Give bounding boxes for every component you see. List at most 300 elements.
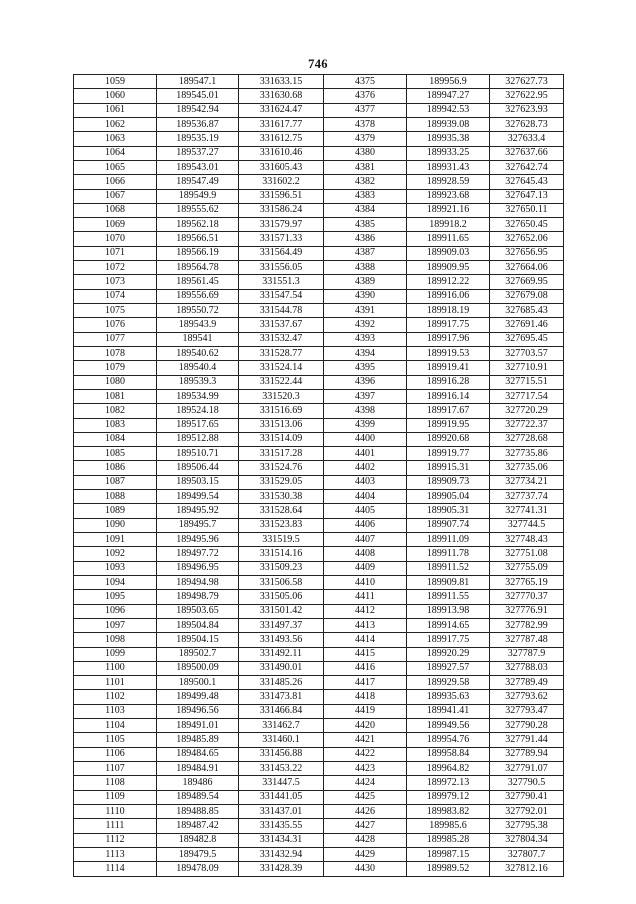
table-cell-point-number-left: 1063 <box>74 132 157 146</box>
table-cell-y-coordinate-left: 331519.5 <box>239 533 324 547</box>
table-row <box>74 447 564 461</box>
table-cell-x-coordinate-right: 189928.59 <box>407 175 490 189</box>
table-cell-x-coordinate-right: 189919.77 <box>407 447 490 461</box>
table-cell-x-coordinate-right: 189911.55 <box>407 590 490 604</box>
table-cell-x-coordinate-right: 189935.38 <box>407 132 490 146</box>
table-cell-x-coordinate-left: 189496.56 <box>157 704 239 718</box>
table-cell-point-number-right: 4423 <box>324 762 407 776</box>
table-row <box>74 804 564 818</box>
table-cell-point-number-left: 1071 <box>74 246 157 260</box>
table-cell-y-coordinate-right: 327751.08 <box>490 547 564 561</box>
table-cell-x-coordinate-left: 189510.71 <box>157 447 239 461</box>
table-cell-y-coordinate-left: 331490.01 <box>239 661 324 675</box>
table-cell-x-coordinate-left: 189503.15 <box>157 475 239 489</box>
table-cell-y-coordinate-right: 327804.34 <box>490 833 564 847</box>
table-row <box>74 833 564 847</box>
table-cell-y-coordinate-left: 331547.54 <box>239 289 324 303</box>
table-cell-x-coordinate-left: 189494.98 <box>157 575 239 589</box>
table-cell-y-coordinate-left: 331586.24 <box>239 203 324 217</box>
table-cell-y-coordinate-left: 331579.97 <box>239 218 324 232</box>
table-cell-point-number-right: 4383 <box>324 189 407 203</box>
table-cell-y-coordinate-right: 327647.13 <box>490 189 564 203</box>
table-cell-x-coordinate-right: 189956.9 <box>407 75 490 89</box>
table-cell-point-number-left: 1107 <box>74 762 157 776</box>
table-cell-x-coordinate-right: 189919.53 <box>407 346 490 360</box>
table-row <box>74 346 564 360</box>
table-cell-point-number-left: 1066 <box>74 175 157 189</box>
table-cell-point-number-right: 4415 <box>324 647 407 661</box>
table-cell-y-coordinate-left: 331522.44 <box>239 375 324 389</box>
table-cell-y-coordinate-left: 331537.67 <box>239 318 324 332</box>
table-cell-y-coordinate-left: 331617.77 <box>239 117 324 131</box>
table-row <box>74 518 564 532</box>
table-cell-point-number-right: 4389 <box>324 275 407 289</box>
table-cell-x-coordinate-right: 189917.75 <box>407 318 490 332</box>
table-cell-point-number-left: 1090 <box>74 518 157 532</box>
table-cell-point-number-right: 4391 <box>324 304 407 318</box>
table-cell-y-coordinate-right: 327695.45 <box>490 332 564 346</box>
table-cell-y-coordinate-left: 331556.05 <box>239 261 324 275</box>
table-cell-point-number-left: 1079 <box>74 361 157 375</box>
table-cell-y-coordinate-left: 331501.42 <box>239 604 324 618</box>
table-row <box>74 404 564 418</box>
table-cell-point-number-right: 4398 <box>324 404 407 418</box>
table-row <box>74 432 564 446</box>
table-cell-y-coordinate-right: 327741.31 <box>490 504 564 518</box>
table-cell-point-number-left: 1072 <box>74 261 157 275</box>
table-cell-y-coordinate-right: 327782.99 <box>490 618 564 632</box>
table-cell-x-coordinate-right: 189916.28 <box>407 375 490 389</box>
table-cell-y-coordinate-left: 331514.16 <box>239 547 324 561</box>
table-row <box>74 275 564 289</box>
table-cell-y-coordinate-right: 327776.91 <box>490 604 564 618</box>
table-cell-x-coordinate-left: 189543.01 <box>157 160 239 174</box>
table-cell-y-coordinate-left: 331514.09 <box>239 432 324 446</box>
table-cell-y-coordinate-right: 327765.19 <box>490 575 564 589</box>
table-cell-x-coordinate-left: 189539.3 <box>157 375 239 389</box>
table-cell-point-number-left: 1110 <box>74 804 157 818</box>
table-cell-x-coordinate-left: 189564.78 <box>157 261 239 275</box>
table-cell-point-number-right: 4420 <box>324 719 407 733</box>
table-cell-x-coordinate-right: 189931.43 <box>407 160 490 174</box>
table-cell-x-coordinate-right: 189989.52 <box>407 862 490 876</box>
table-cell-point-number-right: 4429 <box>324 847 407 861</box>
table-cell-y-coordinate-right: 327645.43 <box>490 175 564 189</box>
table-cell-y-coordinate-left: 331462.7 <box>239 719 324 733</box>
table-cell-x-coordinate-right: 189921.16 <box>407 203 490 217</box>
table-cell-x-coordinate-right: 189979.12 <box>407 790 490 804</box>
table-row <box>74 289 564 303</box>
table-cell-y-coordinate-right: 327642.74 <box>490 160 564 174</box>
table-cell-point-number-right: 4382 <box>324 175 407 189</box>
table-row <box>74 819 564 833</box>
table-cell-y-coordinate-right: 327735.86 <box>490 447 564 461</box>
table-cell-x-coordinate-left: 189500.1 <box>157 676 239 690</box>
table-cell-point-number-right: 4399 <box>324 418 407 432</box>
table-row <box>74 361 564 375</box>
table-cell-x-coordinate-right: 189954.76 <box>407 733 490 747</box>
table-cell-point-number-left: 1086 <box>74 461 157 475</box>
table-cell-x-coordinate-left: 189547.49 <box>157 175 239 189</box>
table-cell-y-coordinate-right: 327710.91 <box>490 361 564 375</box>
table-cell-point-number-left: 1114 <box>74 862 157 876</box>
table-cell-x-coordinate-right: 189941.41 <box>407 704 490 718</box>
table-cell-point-number-right: 4375 <box>324 75 407 89</box>
table-body <box>74 75 564 877</box>
table-cell-x-coordinate-left: 189562.18 <box>157 218 239 232</box>
table-cell-x-coordinate-right: 189915.31 <box>407 461 490 475</box>
table-row <box>74 375 564 389</box>
table-row <box>74 790 564 804</box>
table-cell-y-coordinate-left: 331497.37 <box>239 618 324 632</box>
table-cell-y-coordinate-right: 327789.49 <box>490 676 564 690</box>
table-cell-point-number-right: 4400 <box>324 432 407 446</box>
table-cell-x-coordinate-right: 189917.96 <box>407 332 490 346</box>
table-cell-y-coordinate-left: 331524.76 <box>239 461 324 475</box>
table-cell-y-coordinate-left: 331453.22 <box>239 762 324 776</box>
table-cell-x-coordinate-left: 189495.92 <box>157 504 239 518</box>
table-cell-x-coordinate-left: 189543.9 <box>157 318 239 332</box>
table-cell-x-coordinate-left: 189482.8 <box>157 833 239 847</box>
table-cell-point-number-left: 1097 <box>74 618 157 632</box>
table-cell-y-coordinate-left: 331523.83 <box>239 518 324 532</box>
table-row <box>74 332 564 346</box>
table-cell-y-coordinate-right: 327791.44 <box>490 733 564 747</box>
table-cell-x-coordinate-right: 189918.19 <box>407 304 490 318</box>
table-cell-y-coordinate-left: 331528.64 <box>239 504 324 518</box>
table-cell-y-coordinate-left: 331571.33 <box>239 232 324 246</box>
table-cell-point-number-left: 1075 <box>74 304 157 318</box>
table-cell-x-coordinate-right: 189947.27 <box>407 89 490 103</box>
table-cell-y-coordinate-right: 327789.94 <box>490 747 564 761</box>
table-row <box>74 633 564 647</box>
table-cell-point-number-right: 4396 <box>324 375 407 389</box>
table-row <box>74 647 564 661</box>
table-cell-y-coordinate-left: 331612.75 <box>239 132 324 146</box>
table-cell-x-coordinate-right: 189949.56 <box>407 719 490 733</box>
table-cell-x-coordinate-right: 189972.13 <box>407 776 490 790</box>
table-cell-y-coordinate-left: 331516.69 <box>239 404 324 418</box>
table-cell-point-number-left: 1106 <box>74 747 157 761</box>
table-cell-point-number-right: 4425 <box>324 790 407 804</box>
table-cell-point-number-right: 4376 <box>324 89 407 103</box>
table-cell-y-coordinate-left: 331513.06 <box>239 418 324 432</box>
table-cell-y-coordinate-left: 331624.47 <box>239 103 324 117</box>
table-cell-y-coordinate-right: 327717.54 <box>490 389 564 403</box>
table-cell-x-coordinate-left: 189534.99 <box>157 389 239 403</box>
table-cell-point-number-left: 1085 <box>74 447 157 461</box>
table-cell-y-coordinate-left: 331524.14 <box>239 361 324 375</box>
table-cell-x-coordinate-left: 189484.65 <box>157 747 239 761</box>
table-cell-point-number-right: 4395 <box>324 361 407 375</box>
table-cell-x-coordinate-right: 189987.15 <box>407 847 490 861</box>
table-row <box>74 704 564 718</box>
table-row <box>74 117 564 131</box>
table-cell-y-coordinate-left: 331432.94 <box>239 847 324 861</box>
table-cell-point-number-left: 1092 <box>74 547 157 561</box>
table-cell-x-coordinate-right: 189911.52 <box>407 561 490 575</box>
table-cell-point-number-left: 1077 <box>74 332 157 346</box>
table-cell-x-coordinate-left: 189512.88 <box>157 432 239 446</box>
table-cell-point-number-right: 4409 <box>324 561 407 575</box>
table-cell-x-coordinate-left: 189561.45 <box>157 275 239 289</box>
table-cell-x-coordinate-right: 189909.03 <box>407 246 490 260</box>
table-cell-point-number-left: 1091 <box>74 533 157 547</box>
table-cell-x-coordinate-right: 189905.04 <box>407 490 490 504</box>
table-cell-y-coordinate-left: 331602.2 <box>239 175 324 189</box>
table-row <box>74 776 564 790</box>
table-cell-point-number-right: 4401 <box>324 447 407 461</box>
table-row <box>74 561 564 575</box>
table-cell-point-number-left: 1109 <box>74 790 157 804</box>
page-number: 746 <box>308 57 328 71</box>
table-row <box>74 590 564 604</box>
table-row <box>74 103 564 117</box>
table-row <box>74 160 564 174</box>
table-cell-point-number-left: 1081 <box>74 389 157 403</box>
table-cell-x-coordinate-right: 189919.95 <box>407 418 490 432</box>
table-row <box>74 218 564 232</box>
table-cell-x-coordinate-left: 189479.5 <box>157 847 239 861</box>
table-cell-y-coordinate-left: 331506.58 <box>239 575 324 589</box>
table-cell-x-coordinate-right: 189911.09 <box>407 533 490 547</box>
table-cell-point-number-left: 1076 <box>74 318 157 332</box>
table-cell-point-number-right: 4424 <box>324 776 407 790</box>
table-cell-point-number-left: 1096 <box>74 604 157 618</box>
table-cell-y-coordinate-left: 331633.15 <box>239 75 324 89</box>
table-cell-point-number-left: 1059 <box>74 75 157 89</box>
table-cell-y-coordinate-right: 327637.66 <box>490 146 564 160</box>
table-cell-y-coordinate-left: 331610.46 <box>239 146 324 160</box>
table-cell-y-coordinate-right: 327792.01 <box>490 804 564 818</box>
table-cell-y-coordinate-right: 327793.62 <box>490 690 564 704</box>
table-cell-point-number-right: 4403 <box>324 475 407 489</box>
table-row <box>74 690 564 704</box>
table-cell-x-coordinate-left: 189499.48 <box>157 690 239 704</box>
table-cell-x-coordinate-left: 189500.09 <box>157 661 239 675</box>
table-cell-point-number-left: 1061 <box>74 103 157 117</box>
table-cell-x-coordinate-right: 189964.82 <box>407 762 490 776</box>
table-cell-x-coordinate-right: 189920.29 <box>407 647 490 661</box>
table-cell-y-coordinate-left: 331509.23 <box>239 561 324 575</box>
table-cell-point-number-left: 1084 <box>74 432 157 446</box>
table-cell-point-number-right: 4397 <box>324 389 407 403</box>
table-cell-point-number-left: 1101 <box>74 676 157 690</box>
table-cell-y-coordinate-left: 331544.78 <box>239 304 324 318</box>
table-cell-point-number-left: 1111 <box>74 819 157 833</box>
table-cell-point-number-left: 1078 <box>74 346 157 360</box>
table-cell-x-coordinate-left: 189497.72 <box>157 547 239 561</box>
table-cell-y-coordinate-right: 327791.07 <box>490 762 564 776</box>
table-row <box>74 862 564 876</box>
table-cell-point-number-right: 4428 <box>324 833 407 847</box>
table-cell-y-coordinate-right: 327787.48 <box>490 633 564 647</box>
table-row <box>74 146 564 160</box>
table-cell-y-coordinate-right: 327656.95 <box>490 246 564 260</box>
table-cell-x-coordinate-left: 189540.4 <box>157 361 239 375</box>
table-cell-point-number-right: 4380 <box>324 146 407 160</box>
table-cell-point-number-left: 1060 <box>74 89 157 103</box>
table-cell-point-number-right: 4413 <box>324 618 407 632</box>
table-row <box>74 246 564 260</box>
table-row <box>74 504 564 518</box>
table-cell-x-coordinate-right: 189919.41 <box>407 361 490 375</box>
table-cell-y-coordinate-left: 331530.38 <box>239 490 324 504</box>
table-cell-y-coordinate-left: 331528.77 <box>239 346 324 360</box>
table-cell-point-number-left: 1069 <box>74 218 157 232</box>
table-cell-point-number-left: 1070 <box>74 232 157 246</box>
table-cell-x-coordinate-left: 189488.85 <box>157 804 239 818</box>
table-cell-point-number-left: 1065 <box>74 160 157 174</box>
table-cell-x-coordinate-right: 189958.84 <box>407 747 490 761</box>
table-cell-x-coordinate-right: 189983.82 <box>407 804 490 818</box>
table-cell-y-coordinate-left: 331564.49 <box>239 246 324 260</box>
table-cell-point-number-left: 1113 <box>74 847 157 861</box>
table-cell-y-coordinate-right: 327788.03 <box>490 661 564 675</box>
table-cell-y-coordinate-left: 331485.26 <box>239 676 324 690</box>
table-cell-x-coordinate-right: 189916.14 <box>407 389 490 403</box>
table-cell-x-coordinate-left: 189537.27 <box>157 146 239 160</box>
table-cell-y-coordinate-right: 327628.73 <box>490 117 564 131</box>
table-cell-x-coordinate-right: 189917.75 <box>407 633 490 647</box>
table-cell-x-coordinate-left: 189566.51 <box>157 232 239 246</box>
table-cell-point-number-left: 1088 <box>74 490 157 504</box>
table-cell-x-coordinate-left: 189495.7 <box>157 518 239 532</box>
table-cell-x-coordinate-right: 189923.68 <box>407 189 490 203</box>
table-cell-point-number-right: 4411 <box>324 590 407 604</box>
table-cell-x-coordinate-left: 189486 <box>157 776 239 790</box>
table-cell-y-coordinate-right: 327735.06 <box>490 461 564 475</box>
table-cell-point-number-right: 4378 <box>324 117 407 131</box>
table-cell-x-coordinate-right: 189914.65 <box>407 618 490 632</box>
table-cell-x-coordinate-left: 189545.01 <box>157 89 239 103</box>
table-cell-y-coordinate-left: 331428.39 <box>239 862 324 876</box>
table-row <box>74 719 564 733</box>
table-cell-y-coordinate-right: 327720.29 <box>490 404 564 418</box>
table-cell-point-number-right: 4384 <box>324 203 407 217</box>
table-cell-x-coordinate-left: 189504.15 <box>157 633 239 647</box>
table-cell-y-coordinate-left: 331532.47 <box>239 332 324 346</box>
table-cell-point-number-left: 1082 <box>74 404 157 418</box>
table-cell-point-number-right: 4430 <box>324 862 407 876</box>
table-cell-x-coordinate-left: 189487.42 <box>157 819 239 833</box>
table-cell-x-coordinate-right: 189927.57 <box>407 661 490 675</box>
table-cell-x-coordinate-right: 189911.65 <box>407 232 490 246</box>
table-cell-x-coordinate-left: 189549.9 <box>157 189 239 203</box>
table-cell-y-coordinate-right: 327652.06 <box>490 232 564 246</box>
table-cell-y-coordinate-right: 327744.5 <box>490 518 564 532</box>
table-cell-y-coordinate-left: 331551.3 <box>239 275 324 289</box>
table-cell-x-coordinate-right: 189911.78 <box>407 547 490 561</box>
table-cell-x-coordinate-left: 189491.01 <box>157 719 239 733</box>
table-cell-point-number-right: 4410 <box>324 575 407 589</box>
table-row <box>74 733 564 747</box>
table-cell-y-coordinate-left: 331492.11 <box>239 647 324 661</box>
table-cell-x-coordinate-right: 189918.2 <box>407 218 490 232</box>
table-cell-y-coordinate-right: 327650.45 <box>490 218 564 232</box>
table-cell-point-number-right: 4387 <box>324 246 407 260</box>
table-cell-point-number-right: 4390 <box>324 289 407 303</box>
table-cell-point-number-right: 4426 <box>324 804 407 818</box>
table-cell-point-number-right: 4377 <box>324 103 407 117</box>
table-row <box>74 318 564 332</box>
table-cell-y-coordinate-right: 327703.57 <box>490 346 564 360</box>
table-cell-point-number-right: 4427 <box>324 819 407 833</box>
table-cell-point-number-right: 4402 <box>324 461 407 475</box>
table-cell-y-coordinate-right: 327728.68 <box>490 432 564 446</box>
table-row <box>74 762 564 776</box>
table-row <box>74 475 564 489</box>
table-cell-x-coordinate-right: 189985.28 <box>407 833 490 847</box>
table-row <box>74 203 564 217</box>
table-cell-y-coordinate-left: 331605.43 <box>239 160 324 174</box>
table-cell-point-number-right: 4422 <box>324 747 407 761</box>
table-cell-x-coordinate-right: 189909.81 <box>407 575 490 589</box>
table-cell-x-coordinate-right: 189909.95 <box>407 261 490 275</box>
table-cell-y-coordinate-right: 327627.73 <box>490 75 564 89</box>
table-cell-y-coordinate-left: 331529.05 <box>239 475 324 489</box>
table-cell-point-number-right: 4394 <box>324 346 407 360</box>
table-cell-x-coordinate-left: 189547.1 <box>157 75 239 89</box>
table-cell-point-number-right: 4405 <box>324 504 407 518</box>
table-row <box>74 232 564 246</box>
table-cell-point-number-left: 1112 <box>74 833 157 847</box>
table-cell-point-number-left: 1103 <box>74 704 157 718</box>
table-row <box>74 604 564 618</box>
table-cell-x-coordinate-left: 189478.09 <box>157 862 239 876</box>
table-cell-x-coordinate-left: 189550.72 <box>157 304 239 318</box>
table-cell-y-coordinate-right: 327790.28 <box>490 719 564 733</box>
table-cell-y-coordinate-right: 327715.51 <box>490 375 564 389</box>
table-cell-x-coordinate-right: 189912.22 <box>407 275 490 289</box>
table-cell-y-coordinate-left: 331437.01 <box>239 804 324 818</box>
table-cell-point-number-right: 4392 <box>324 318 407 332</box>
table-cell-point-number-right: 4417 <box>324 676 407 690</box>
table-cell-point-number-right: 4381 <box>324 160 407 174</box>
table-row <box>74 575 564 589</box>
table-cell-y-coordinate-right: 327669.95 <box>490 275 564 289</box>
table-cell-y-coordinate-right: 327650.11 <box>490 203 564 217</box>
table-row <box>74 490 564 504</box>
table-cell-y-coordinate-right: 327691.46 <box>490 318 564 332</box>
table-cell-y-coordinate-right: 327795.38 <box>490 819 564 833</box>
table-cell-y-coordinate-left: 331460.1 <box>239 733 324 747</box>
table-cell-point-number-left: 1073 <box>74 275 157 289</box>
table-cell-x-coordinate-right: 189913.98 <box>407 604 490 618</box>
table-cell-point-number-left: 1074 <box>74 289 157 303</box>
table-cell-point-number-left: 1095 <box>74 590 157 604</box>
table-cell-x-coordinate-left: 189499.54 <box>157 490 239 504</box>
table-cell-x-coordinate-left: 189484.91 <box>157 762 239 776</box>
table-row <box>74 189 564 203</box>
table-cell-point-number-right: 4388 <box>324 261 407 275</box>
table-cell-point-number-left: 1098 <box>74 633 157 647</box>
table-cell-point-number-right: 4379 <box>324 132 407 146</box>
table-cell-y-coordinate-right: 327793.47 <box>490 704 564 718</box>
table-cell-x-coordinate-left: 189502.7 <box>157 647 239 661</box>
table-cell-y-coordinate-right: 327679.08 <box>490 289 564 303</box>
table-cell-y-coordinate-right: 327664.06 <box>490 261 564 275</box>
table-cell-y-coordinate-left: 331517.28 <box>239 447 324 461</box>
table-cell-point-number-right: 4412 <box>324 604 407 618</box>
table-cell-x-coordinate-left: 189495.96 <box>157 533 239 547</box>
table-row <box>74 461 564 475</box>
table-cell-point-number-right: 4414 <box>324 633 407 647</box>
table-cell-x-coordinate-left: 189536.87 <box>157 117 239 131</box>
table-cell-y-coordinate-left: 331466.84 <box>239 704 324 718</box>
table-row <box>74 747 564 761</box>
table-cell-y-coordinate-right: 327812.16 <box>490 862 564 876</box>
